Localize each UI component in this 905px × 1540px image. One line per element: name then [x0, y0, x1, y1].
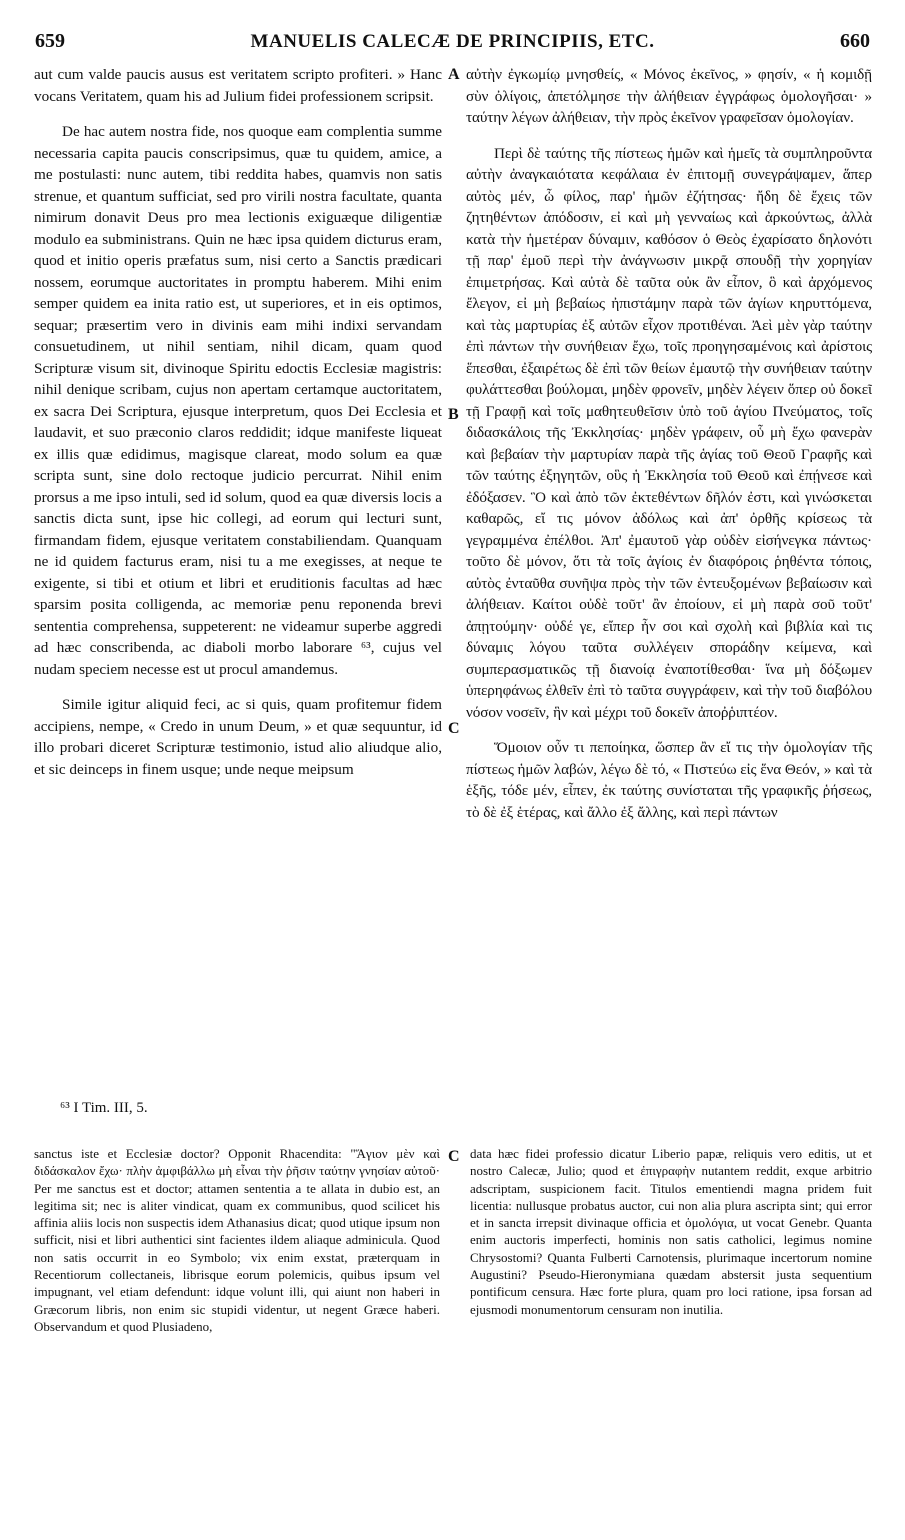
latin-paragraph-3: Simile igitur aliquid feci, ac si quis, quam profitemur fidem accipiens, nempe, « Credo in unum Deum, » et quæ sequuntur, id illo probari diceret Scripturæ testimonio, istud alio aliudque alio, et sic deinceps in finem usque; unde neque meipsum — [34, 696, 442, 778]
section-marker-a: A — [448, 66, 460, 83]
greek-column — [466, 64, 872, 1094]
page-number-right: 660 — [840, 30, 870, 52]
greek-paragraph-2: Περὶ δὲ ταύτης τῆς πίστεως ἡμῶν καὶ ἡμεῖς τὰ συμπληροῦντα αὐτὴν ἀναγκαιότατα κεφάλαια ἐν ἐπιτομῇ συνεγράψαμεν, ἅπερ αὐτὸς μέν, ὦ φίλος, παρ' ἡμῶν ἐζήτησας· ἤδη δὲ ἔχεις τῶν ζητηθέντων ἀπόδοσιν, εἰ καὶ μὴ γενναίως καὶ ἀρκούντως, ἀλλὰ κατὰ τὴν ἡμετέραν δύναμιν, καθόσον ὁ Θεὸς ἐχαρίσατο δηλονότι τῇ παρ' ἐμοῦ περὶ τὴν ἀνάγνωσιν μικρᾷ σπουδῇ τὴν χορηγίαν ἐπιμετρήσας. Καὶ αὐτὰ δὲ ταῦτα οὐκ ἂν εἶπον, ὃ καὶ ἀρχόμενος ἔλεγον, εἰ μὴ βεβαίως ἠπιστάμην παρὰ τῶν ἁγίων κηρυττόμενα, καὶ τὰς μαρτυρίας ἐξ αὐτῶν εἶχον προτιθέναι. Ἀεὶ μὲν γὰρ ταύτην ἐπὶ πάντων τὴν συνήθειαν ἔχω, τοῖς προηγησαμένοις καὶ ἀρίστοις ἕπεσθαι, ἐξαιρέτως δὲ ἐπὶ τῶν θείων ἐμαυτῷ τὴν συνήθειαν ταύτην φυλάττεσθαι βούλομαι, μηδὲν φρονεῖν, μηδὲν λέγειν ὅπερ οὐ δοκεῖ τῇ Γραφῇ καὶ τοῖς μαθητευθεῖσιν ὑπὸ τοῦ ἁγίου Πνεύματος, τοῖς διδασκάλοις τῆς Ἐκκλησίας· μηδὲν γράφειν, οὗ μὴ ἔχω φανερὰν καὶ βεβαίαν τὴν μαρτυρίαν παρὰ τῆς ἁγίας τοῦ Θεοῦ Γραφῆς καὶ τῶν ταύτης ἐξηγητῶν, οὓς ἡ Ἐκκλησία τοῦ Θεοῦ καὶ ἐπῄνεσε καὶ ἐδόξασεν. Ὃ καὶ ἀπὸ τῶν ἐκτεθέντων δῆλόν ἐστι, καὶ γινώσκεται καθαρῶς, εἴ τις μόνον ἀδόλως καὶ ἀπ' ὀρθῆς κρίσεως τὰ γεγραμμένα ἐπέλθοι. Ἀπ' ἐμαυτοῦ γὰρ οὐδὲν εἰσήνεγκα πάντως· τοῦτο δὲ μόνον, ὅτι τὰ τοῖς ἁγίοις ἐν διαφόροις ῥηθέντα τόποις, αὐτὸς ἐνταῦθα συνῆψα πρὸς τὴν τῶν ἐντευξομένων βεβαίωσιν καὶ ἀλήθειαν. Καίτοι οὐδὲ τοῦτ' ἂν ἐποίουν, εἰ μὴ παρὰ σοῦ τοῦτ' ἀπῃτούμην· οὐδέ γε, εἴπερ ἦν σοι καὶ σχολὴ καὶ βιβλία καὶ τις δύναμις λόγου ταῦτα συλλέγειν σποράδην κείμενα, καὶ συμπερασματικῶς τῇ διανοίᾳ ἐναποτίθεσθαι· ἵνα μὴ δόξωμεν ὑπερηφάνως ἐλθεῖν ἐπὶ τὸ ταῦτα συγγράφειν, καὶ τὴν τοῦ διαβόλου νόσον νοσεῖν, ἣν καὶ μέχρι τοῦ δοκεῖν ἀποῤῥιπτέον. — [466, 144, 872, 721]
note-text-right: data hæc fidei professio dicatur Liberio papæ, reliquis vero editis, ut et nostro Calecæ, Julio; quod et ἐπιγραφὴν nutantem reddit, exque arbitrio adscriptam, suspicionem facit. Titulos ementiendi magna pridem fuit licentia: nullusque probatus auctor, cui non alia plura ascripta sint; qui error et in sancta irrepsit divinaque officia et ὁμολόγια, ut vocat Genebr. Quanta enim auctoris imperfecti, hominis non satis catholici, legimus nomine Chrysostomi? Quanta Fulberti Carnotensis, plurimaque incertorum nomine Augustini? Pseudo-Hieronymiana quædam abstersit justa sequentium pontificum censura. Hæc forte plura, quam pro loci ratione, ipsa forsan ad ejusmodi monumentorum censuram non inutilia. — [470, 1146, 872, 1317]
latin-paragraph-2: De hac autem nostra fide, nos quoque eam complentia summe necessaria capita paucis conscripsimus, quæ tu quidem, amice, a me postulasti: nunc autem, tibi reddita habes, quamvis non satis strenue, et quantum sufficiat, sed pro virili nostra facultate, quanta nimirum donavit Deus pro mea lectionis exiguæque diligentiæ modulo ea subministrans. Quin ne hæc ipsa quidem dicturus eram, quod et initio operis præfatus sum, nisi certo a Sanctis prædicari nossem, eorumque auctoritates in promptu haberem. Mihi enim semper quidem ea inita ratio est, ut superiores, et in eis optimos, sequar; præsertim vero in divinis eam mihi indixi servandam consuetudinem, ut nihil sentiam, nihil dicam, quam quod Scripturæ visum sit, divinoque Spiritu edoctis Ecclesiæ magistris: nihil denique scribam, cujus non apertam certamque auctoritatem, ex sacra Dei Scriptura, ejusque interpretum, quos Dei Ecclesia et laudavit, et suo præconio claros reddidit; idque manifeste liqueat ex illis quæ edidimus, magisque clareat, modo solum ea quæ scripta sunt, sine dolo rectoque judicio percurrat. Nihil enim prorsus a me ipso intuli, sed id solum, quod ea quæ diversis locis a sanctis dicta sunt, ipse hic collegi, ad eorum qui lecturi sunt, firmandam fidem, ejusque veritatem constabiliendam. Quanquam ne id quidem facturus eram, nisi tu a me exegisses, at neque te exigente, si tibi et otium et libri et eruditionis facultas ad hæc sparsim posita colligenda, ac memoriæ penu reponenda brevi sententia comprehensa, suppeterent: ne videamur superbe aggredi ad hæc conscribenda, ac diaboli morbo laborare ⁶³, cujus vel nudam speciem necesse est ut procul amandemus. — [34, 123, 442, 678]
notes-marker-c: C — [448, 1148, 460, 1165]
running-header — [35, 30, 870, 60]
greek-paragraph-3: Ὅμοιον οὖν τι πεποίηκα, ὥσπερ ἂν εἴ τις τὴν ὁμολογίαν τῆς πίστεως ἡμῶν λαβών, λέγω δὲ τό, « Πιστεύω εἰς ἕνα Θεόν, » καὶ τὰ ἑξῆς, τόδε μέν, εἶπεν, ἐκ ταύτης συνίσταται τῆς γραφικῆς ῥήσεως, τὸ δὲ ἐξ ἑτέρας, καὶ ἄλλο ἐξ ἄλλης, καὶ περὶ πάντων — [466, 739, 872, 821]
running-title: MANUELIS CALECÆ DE PRINCIPIIS, ETC. — [250, 31, 655, 52]
section-marker-b: B — [448, 406, 459, 423]
page-number-left: 659 — [35, 30, 65, 52]
latin-column — [34, 64, 442, 1094]
notes-right-column — [470, 1145, 872, 1318]
note-text-left: sanctus iste et Ecclesiæ doctor? Opponit Rhacendita: "Ἅγιον μὲν καὶ διδάσκαλον ἔχω· πλὴν ἀμφιβάλλω μὴ εἶναι τὴν ῥῆσιν ταύτην γνησίαν αὐτοῦ· Per me sanctus est et doctor; attamen sententia a te allata in dubio est, an legitima sit; nec is aliter vindicat, quam ex communibus, quod scilicet his affinia aliis locis non suspectis idem Athanasius dicat; quod utique ipsum non sufficit, nisi et libri authentici sint facientes ildem aliaque adminicula. Quod non satis occurrit in eo Symbolo; vix enim exstat, præterquam in Recentiorum collectaneis, librisque eorum polemicis, quibus ipsum vel impugnant, vel etiam defendunt: idque volunt illi, qui aiunt non haberi in Græcorum libris, non enim sic stupidi videntur, ut negent Græce haberi. Observandum et quod Plusiadeno, — [34, 1146, 440, 1334]
greek-paragraph-1: αὐτὴν ἐγκωμίῳ μνησθείς, « Μόνος ἐκεῖνος, » φησίν, « ἡ κομιδῇ σὺν ὀλίγοις, ἀπετόλμησε τὴν ἀλήθειαν ἐγγράφως ὁμολογῆσαι· » ταύτην λέγων ἀλήθειαν, τὴν πρὸς ἐκεῖνον γραφεῖσαν ὁμολογίαν. — [466, 66, 872, 126]
section-marker-c: C — [448, 720, 460, 737]
notes-left-column — [34, 1145, 440, 1335]
latin-paragraph-1: aut cum valde paucis ausus est veritatem scripto profiteri. » Hanc vocans Veritatem, quam his ad Julium fidei professionem scripsit. — [34, 66, 442, 105]
footnote: ⁶³ I Tim. III, 5. — [60, 1100, 148, 1116]
